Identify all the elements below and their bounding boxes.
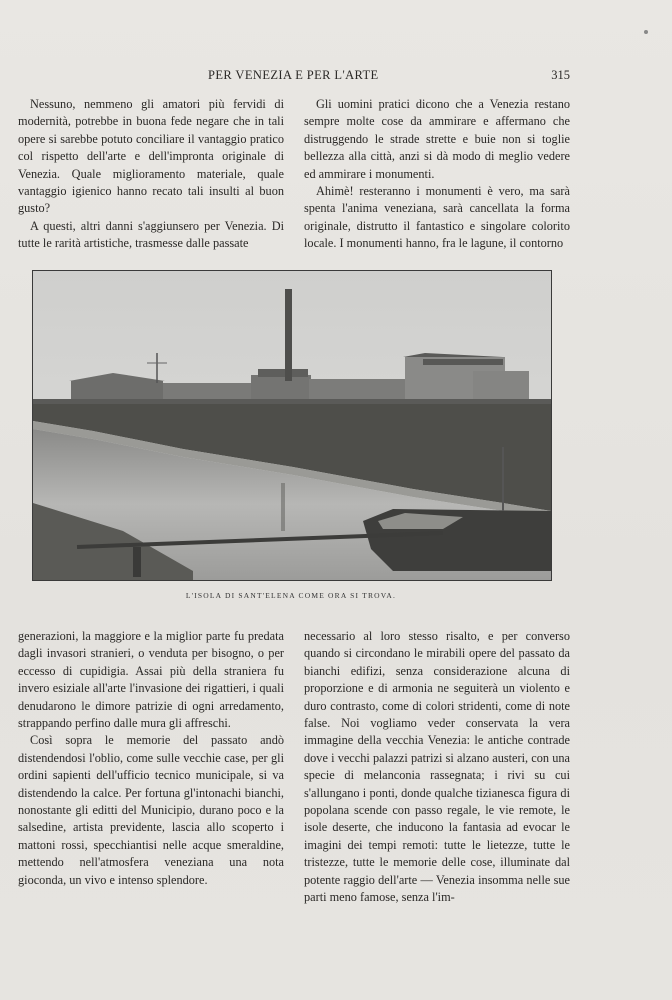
column-top-left [18,96,284,253]
paragraph: Gli uomini pratici dicono che a Venezia restano sempre molte cose da ammirare e affermano che distruggendo le strade strette e buie non si toglie bellezza alla città, anzi si dà modo di meglio vedere ed ammirare i monumenti. [304,97,570,181]
paragraph: generazioni, la maggiore e la miglior parte fu predata dagli invasori stranieri, o venduta per bisogno, o per eccesso di cupidigia. Assai più della straniera fu invero esiziale all'arte l'invasione dei rigattieri, i quali denudarono le dimore patrizie di ogni arredamento, strappando perfino dalle mura gli affreschi. [18,629,284,731]
paper-speck [644,30,648,34]
paragraph: Nessuno, nemmeno gli amatori più fervidi di modernità, potrebbe in buona fede negare che in tali opere si sarebbe potuto conciliare il vantaggio pratico col rispetto dell'arte e dell'impronta originale di Venezia. Quale miglioramento materiale, quale vantaggio igienico hanno recato tali insulti al buon gusto? [18,97,284,216]
figure-caption: L'ISOLA DI SANT'ELENA COME ORA SI TROVA. [185,591,397,600]
chimney [285,289,292,381]
paragraph: Così sopra le memorie del passato andò distendendosi l'oblio, come sulle vecchie case, per gli ordini sapienti dell'ufficio tecnico municipale, si va distendendo la calce. Per fortuna gl'intonachi bianchi, nonostante gli editti del Municipio, durano poco e la salsedine, artista previdente, lascia allo scoperto i mattoni rossi, specchiantisi nelle acque smeraldine, mettendo nell'atmosfera veneziana una nota gioconda, un vivo e intenso splendore. [18,733,284,887]
photograph-sant-elena [32,270,552,581]
running-title: PER VENEZIA E PER L'ARTE [208,68,379,82]
column-top-right [304,96,570,253]
paragraph: Ahimè! resteranno i monumenti è vero, ma sarà spenta l'anima veneziana, sarà cancellata la forma originale, distrutto il fantastico e singolare colorito locale. I monumenti hanno, fra le lagune, il contorno [304,184,570,251]
fence [33,399,551,404]
column-bottom-right [304,628,570,907]
paragraph: necessario al loro stesso risalto, e per converso quando si circondano le mirabili opere del passato da bianchi edifizi, senza considerazione alcuna di proporzione e di armonia ne seguiterà un violento e duro contrasto, come di colori stridenti, come di note false. Noi vogliamo veder conservata la vera immagine della vecchia Venezia: le antiche contrade dove i vecchi palazzi patrizi si alzano austeri, con una specie di melanconia rassegnata; i rivi su cui s'allungano i ponti, donde qualche tizianesca figura di popolana scende con passo regale, le vie remote, le isole deserte, che inducono la fantasia ad evocar le imagini dei tempi remoti: tutte le lietezze, tutte le tristezze, tutte le memorie delle cose, illuminate dal potente raggio dell'arte — Venezia insomma nelle sue parti meno famose, senza l'im- [304,629,570,905]
paragraph: A questi, altri danni s'aggiunsero per Venezia. Di tutte le rarità artistiche, trasmesse dalle passate [18,218,284,251]
chimney-reflection [281,483,285,531]
column-bottom-left [18,628,284,889]
photo-illustration [33,271,551,580]
page-number: 315 [551,68,570,82]
page-header [18,68,570,86]
